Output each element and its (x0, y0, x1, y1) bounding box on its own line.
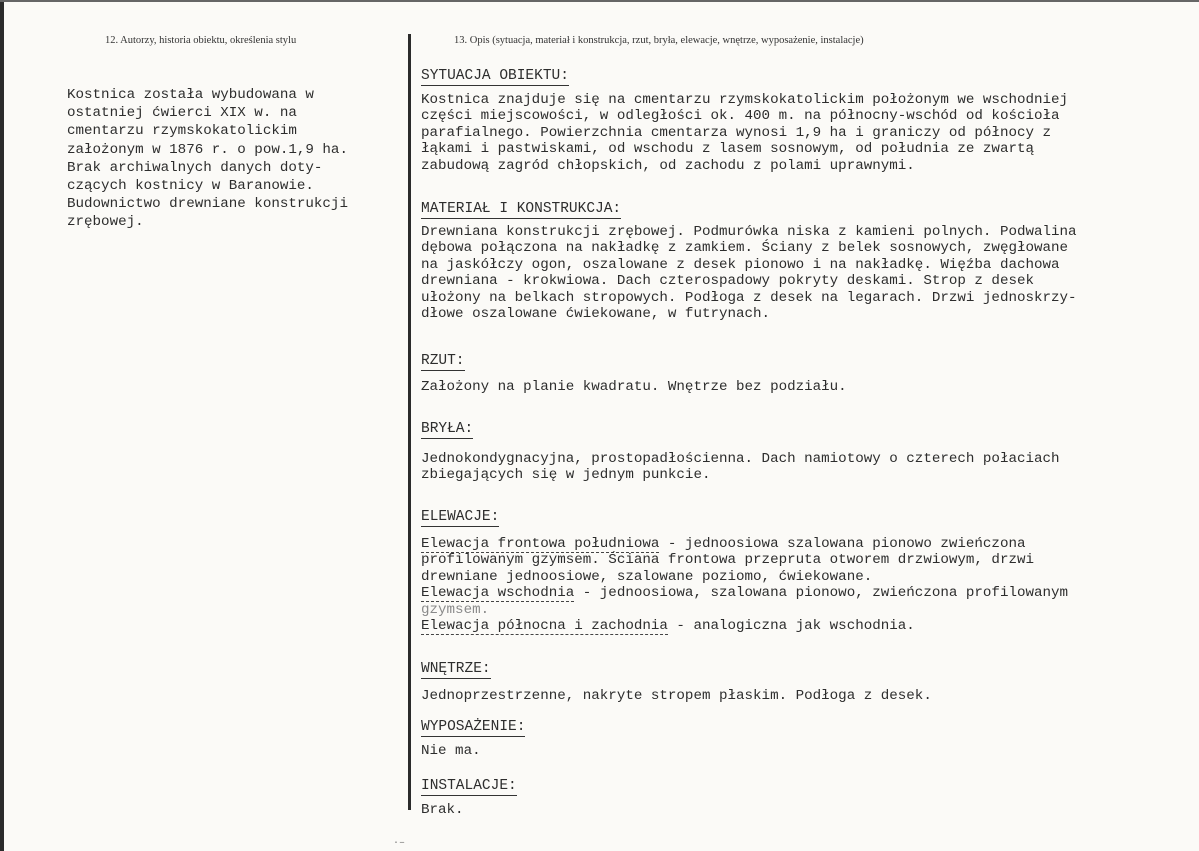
section-body-bryla: Jednokondygnacyjna, prostopadłościenna. Dach namiotowy o czterech połaciach zbiegających się w jednym punkcie. (421, 451, 1060, 484)
section-sytuacja (421, 66, 1199, 174)
section-heading-wnetrze: WNĘTRZE: (421, 661, 491, 677)
section-material (421, 199, 1199, 322)
elevation-south-line-3: drewniane jednoosiowe, szalowane poziomo, ćwiekowane. (421, 568, 873, 585)
elevation-south-line-2: profilowanym gzymsem. Ściana frontowa przepruta otworem drzwiowym, drzwi (421, 552, 1034, 569)
section-rzut (421, 351, 1199, 395)
column-header-authors-history: 12. Autorzy, historia obiektu, określenia stylu (105, 35, 297, 46)
elevation-east-line-2: gzymsem. (421, 601, 490, 618)
authors-history-text: Kostnica została wybudowana w ostatniej ćwierci XIX w. na cmentarzu rzymskokatolickim założonym w 1876 r. o pow.1,9 ha. Brak archiwalnych danych doty- czących kostnicy w Baranowie. Budownictwo drewniane konstrukcji zrębowej. (67, 87, 348, 231)
elevation-south-desc: - jednoosiowa szalowana pionowo zwieńczona (659, 536, 1026, 552)
section-body-instalacje: Brak. (421, 802, 464, 818)
section-body-wnetrze: Jednoprzestrzenne, nakryte stropem płaskim. Podłoga z desek. (421, 688, 932, 704)
section-body-wyposazenie: Nie ma. (421, 743, 481, 759)
page-edge-left (0, 0, 4, 851)
section-wyposazenie (421, 717, 1199, 759)
section-heading-elewacje: ELEWACJE: (421, 509, 500, 525)
section-body-elewacje (421, 536, 1199, 634)
elevation-north-west-line (421, 618, 1199, 634)
section-heading-bryla: BRYŁA: (421, 421, 474, 437)
section-heading-wyposazenie: WYPOSAŻENIE: (421, 719, 526, 735)
section-elewacje (421, 507, 1199, 634)
elevation-east-line (421, 585, 1199, 601)
elevation-east-desc: - jednoosiowa, szalowana pionowo, zwieńczona profilowanym (574, 585, 1069, 602)
section-heading-instalacje: INSTALACJE: (421, 778, 517, 794)
elevation-north-west-name: Elewacja północna i zachodnia (421, 618, 668, 635)
stray-ink-mark: ·– (393, 838, 406, 849)
elevation-north-west-desc: - analogiczna jak wschodnia. (667, 618, 915, 635)
section-body-rzut: Założony na planie kwadratu. Wnętrze bez podziału. (421, 379, 847, 395)
elevation-south-name: Elewacja frontowa południowa (421, 536, 660, 552)
section-bryla (421, 419, 1199, 484)
section-heading-sytuacja: SYTUACJA OBIEKTU: (421, 68, 569, 84)
section-instalacje (421, 776, 1199, 818)
column-header-description: 13. Opis (sytuacja, materiał i konstrukcja, rzut, bryła, elewacje, wnętrze, wyposażenie, instalacje) (454, 35, 864, 46)
elevation-east-name: Elewacja wschodnia (421, 585, 575, 602)
section-body-material: Drewniana konstrukcji zrębowej. Podmurówka niska z kamieni polnych. Podwalina dębowa połączona na nakładkę z zamkiem. Ściany z belek sosnowych, zwęgłowane na jaskółczy ogon, oszalowane z desek pionowo i na nakładkę. Więźba dachowa drewniana - krokwiowa. Dach czterospadowy pokryty deskami. Strop z desek ułożony na belkach stropowych. Podłoga z desek na legarach. Drzwi jednoskrzy- dłowe oszalowane ćwiekowane, w futrynach. (421, 224, 1077, 323)
section-wnetrze (421, 659, 1199, 704)
section-body-sytuacja: Kostnica znajduje się na cmentarzu rzymskokatolickim położonym we wschodniej części miejscowości, w odległości ok. 400 m. na północny-wschód od kościoła parafialnego. Powierzchnia cmentarza wynosi 1,9 ha i graniczy od północy z łąkami i pastwiskami, od wschodu z lasem sosnowym, od południa ze zwartą zabudową zagród chłopskich, od zachodu z polami uprawnymi. (421, 92, 1069, 174)
section-heading-material: MATERIAŁ I KONSTRUKCJA: (421, 201, 622, 217)
elevation-south-line (421, 536, 1199, 552)
section-heading-rzut: RZUT: (421, 353, 465, 369)
description-column (421, 0, 1199, 851)
column-divider (408, 34, 411, 810)
